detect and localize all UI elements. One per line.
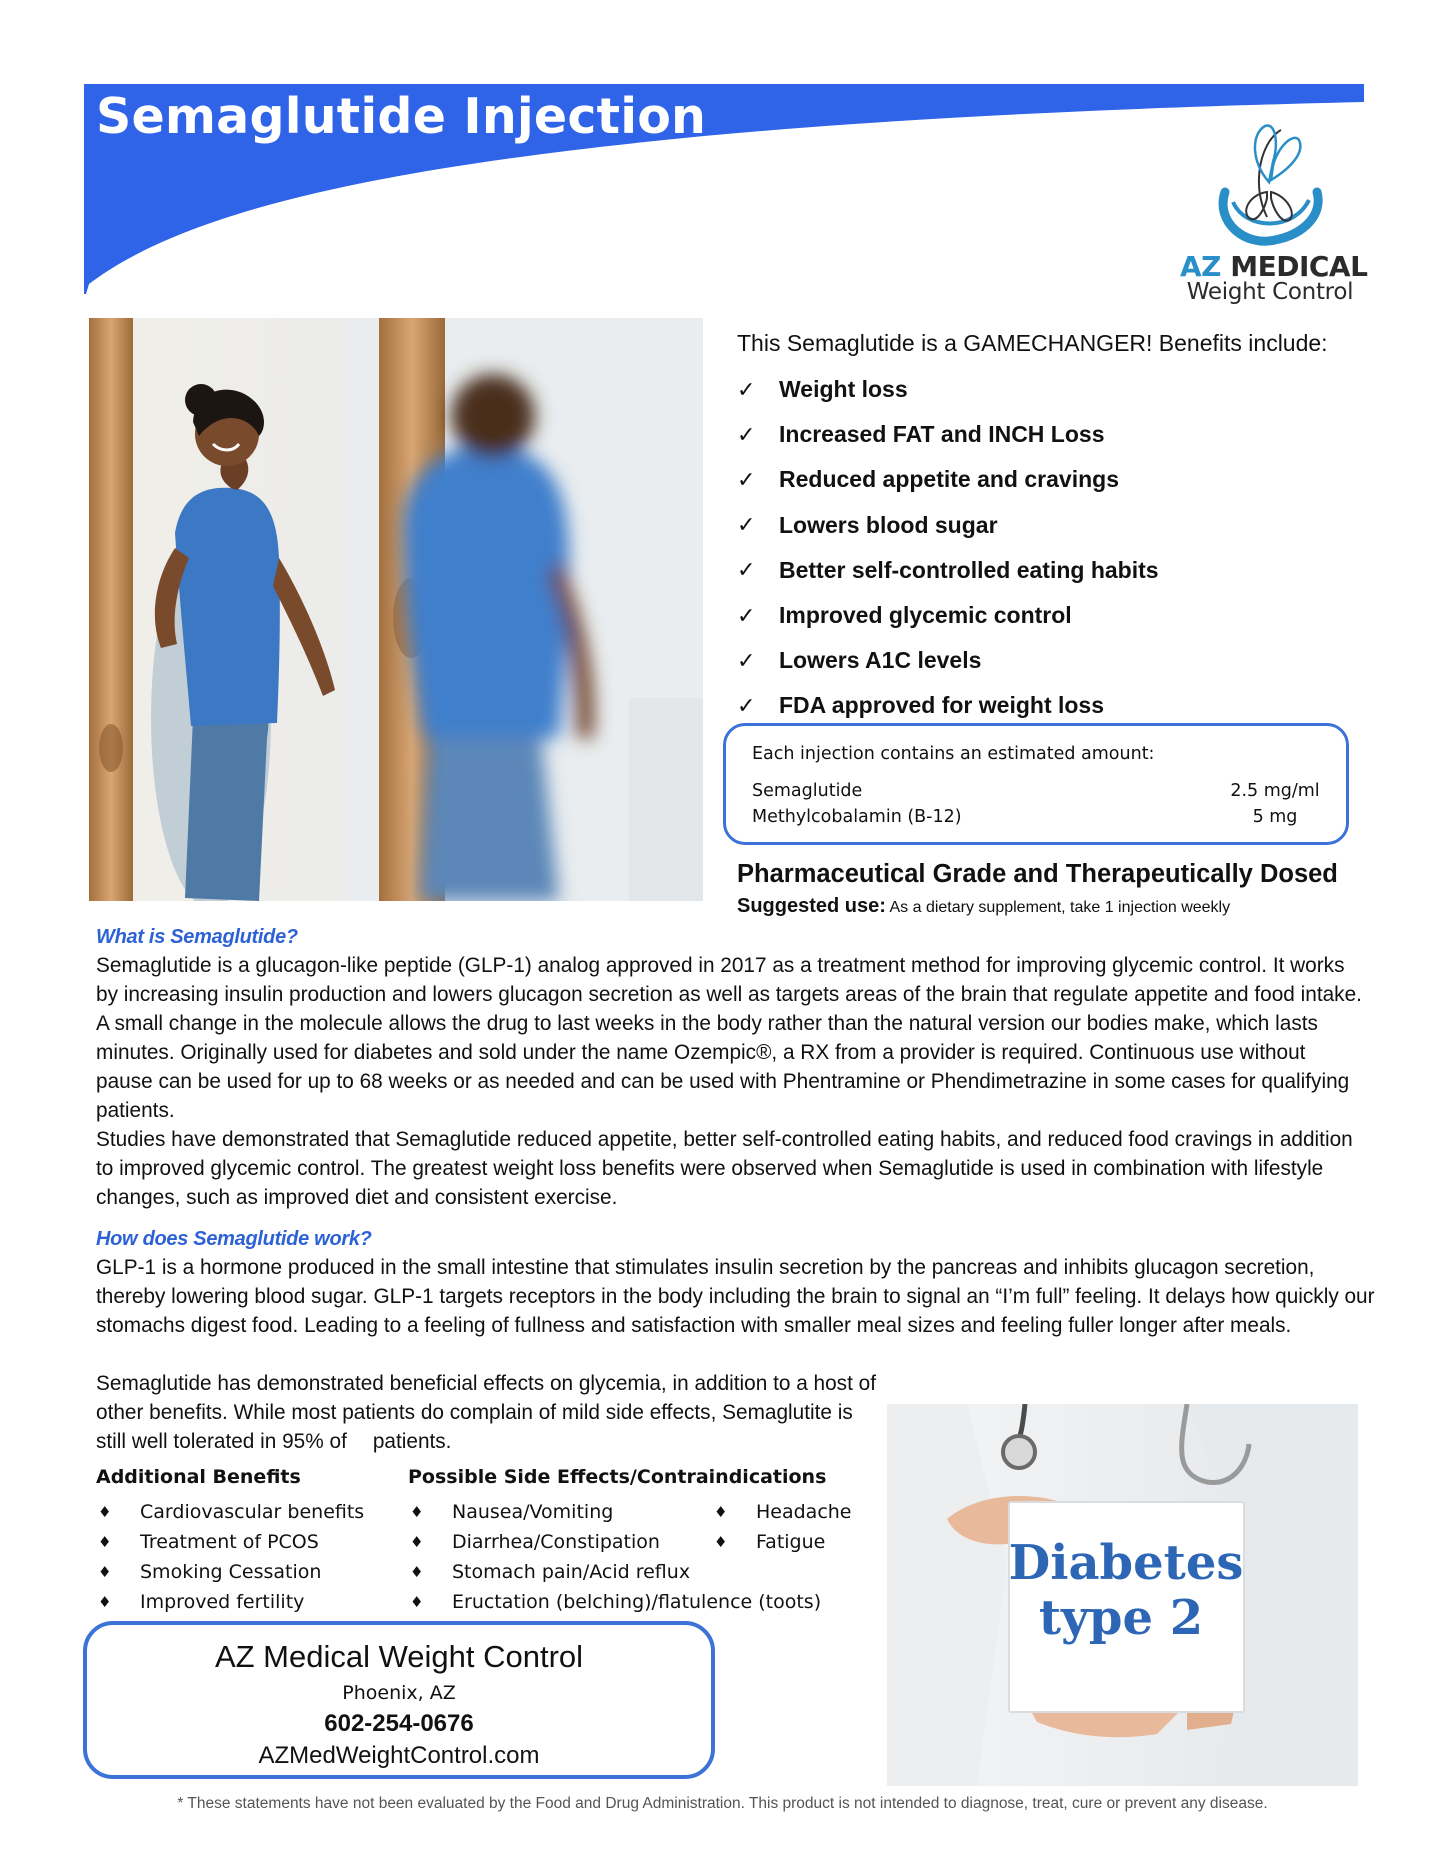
side-effects-title: Possible Side Effects/Contraindications: [408, 1466, 827, 1488]
list-item: ♦ Cardiovascular benefits: [98, 1501, 365, 1523]
ingredient-amount: 2.5 mg/ml: [1230, 781, 1320, 801]
diamond-bullet-icon: ♦: [410, 1503, 424, 1521]
list-item: ✓ Lowers A1C levels: [737, 647, 982, 674]
list-item: ♦ Diarrhea/Constipation: [410, 1531, 660, 1553]
sign-line-1: Diabetes: [1008, 1535, 1244, 1591]
check-icon: ✓: [737, 602, 756, 628]
list-item: ♦ Improved fertility: [98, 1591, 305, 1613]
suggested-use-text: As a dietary supplement, take 1 injection weekly: [889, 899, 1231, 916]
woman-mirror-photo: [89, 318, 703, 901]
list-item: ♦ Fatigue: [714, 1531, 826, 1553]
logo-tagline: Weight Control: [1186, 279, 1354, 305]
diamond-bullet-icon: ♦: [410, 1563, 424, 1581]
how-works-heading: How does Semaglutide work?: [96, 1228, 372, 1250]
diamond-bullet-icon: ♦: [98, 1593, 112, 1611]
list-item: ✓ Weight loss: [737, 376, 908, 403]
benefits-intro: This Semaglutide is a GAMECHANGER! Benefits include:: [737, 330, 1328, 356]
diamond-bullet-icon: ♦: [410, 1533, 424, 1551]
diamond-bullet-icon: ♦: [410, 1593, 424, 1611]
list-item: ♦ Nausea/Vomiting: [410, 1501, 614, 1523]
business-location: Phoenix, AZ: [342, 1682, 456, 1704]
ingredient-row: [752, 807, 1320, 827]
list-item: ♦ Eructation (belching)/flatulence (toots): [410, 1591, 822, 1613]
ingredient-row: [752, 781, 1320, 801]
studies-paragraph: Studies have demonstrated that Semaglutide reduced appetite, better self-controlled eating habits, and reduced food cravings in addition to improved glycemic control. The greatest weight loss benefits were observed when Semaglutide is used in combination with lifestyle changes, such as improved diet and consistent exercise.: [96, 1128, 1353, 1209]
diamond-bullet-icon: ♦: [714, 1503, 728, 1521]
check-icon: ✓: [737, 512, 756, 538]
ingredient-name: Semaglutide: [752, 781, 863, 801]
list-item: ♦ Treatment of PCOS: [98, 1531, 319, 1553]
diamond-bullet-icon: ♦: [714, 1533, 728, 1551]
list-item: ✓ Lowers blood sugar: [737, 511, 998, 538]
business-name: AZ Medical Weight Control: [214, 1639, 584, 1674]
ingredient-amount: 5 mg: [1252, 807, 1298, 827]
what-is-heading: What is Semaglutide?: [96, 926, 298, 948]
additional-benefits-title: Additional Benefits: [96, 1466, 301, 1488]
ingredients-heading: Each injection contains an estimated amount:: [752, 744, 1155, 764]
list-item: ✓ Better self-controlled eating habits: [737, 556, 1159, 583]
list-item: ✓ Reduced appetite and cravings: [737, 466, 1119, 493]
list-item: ✓ Increased FAT and INCH Loss: [737, 421, 1105, 448]
check-icon: ✓: [737, 421, 756, 447]
phone-number: 602-254-0676: [324, 1710, 474, 1737]
list-item: ✓ FDA approved for weight loss: [737, 692, 1105, 719]
fda-disclaimer: * These statements have not been evaluated by the Food and Drug Administration. This product is not intended to diagnose, treat, cure or prevent any disease.: [177, 1795, 1268, 1812]
contact-box: [83, 1621, 715, 1779]
tolerance-paragraph: Semaglutide has demonstrated beneficial effects on glycemia, in addition to a host of other benefits. While most patients do complain of mild side effects, Semaglutite is still well tolerated in 95% of patients.: [96, 1372, 876, 1453]
how-works-paragraph: GLP-1 is a hormone produced in the small intestine that stimulates insulin secretion by the pancreas and inhibits glucagon secretion, thereby lowering blood sugar. GLP-1 targets receptors in the body including the brain to signal an “I’m full” feeling. It delays how quickly our stomachs digest food. Leading to a feeling of fullness and satisfaction with smaller meal sizes and feeling fuller longer after meals.: [96, 1256, 1375, 1337]
sign-line-2: type 2: [1038, 1590, 1204, 1646]
ingredients-box: [723, 723, 1349, 845]
check-icon: ✓: [737, 647, 756, 673]
ingredient-name: Methylcobalamin (B-12): [752, 807, 962, 827]
diamond-bullet-icon: ♦: [98, 1503, 112, 1521]
page-title: Semaglutide Injection: [96, 88, 707, 145]
list-item: ✓ Improved glycemic control: [737, 602, 1072, 629]
suggested-use: [737, 895, 1230, 918]
list-item: ♦ Stomach pain/Acid reflux: [410, 1561, 691, 1583]
list-item: ♦ Smoking Cessation: [98, 1561, 322, 1583]
website-url: AZMedWeightControl.com: [258, 1742, 540, 1769]
butterfly-logo-icon: [1205, 122, 1329, 254]
logo-wordmark: AZ MEDICAL: [1180, 250, 1368, 283]
pharma-grade-heading: Pharmaceutical Grade and Therapeutically Dosed: [737, 860, 1338, 888]
list-item: ♦ Headache: [714, 1501, 852, 1523]
additional-benefits-list: [96, 1497, 364, 1617]
check-icon: ✓: [737, 692, 756, 718]
check-icon: ✓: [737, 376, 756, 402]
side-effects-list-2: [712, 1497, 852, 1557]
diamond-bullet-icon: ♦: [98, 1533, 112, 1551]
benefits-list: [737, 367, 1159, 729]
suggested-use-label: Suggested use:: [737, 895, 886, 917]
diabetes-sign-photo: [887, 1404, 1358, 1786]
what-is-paragraph: Semaglutide is a glucagon-like peptide (GLP-1) analog approved in 2017 as a treatment method for improving glycemic control. It works by increasing insulin production and lowers glucagon secretion as well as targets areas of the brain that regulate appetite and food intake. A small change in the molecule allows the drug to last weeks in the body rather than the natural version our bodies make, which lasts minutes. Originally used for diabetes and sold under the name Ozempic®, a RX from a provider is required. Continuous use without pause can be used for up to 68 weeks or as needed and can be used with Phentramine or Phendimetrazine in some cases for qualifying patients.: [96, 954, 1362, 1122]
check-icon: ✓: [737, 466, 756, 492]
diamond-bullet-icon: ♦: [98, 1563, 112, 1581]
check-icon: ✓: [737, 557, 756, 583]
